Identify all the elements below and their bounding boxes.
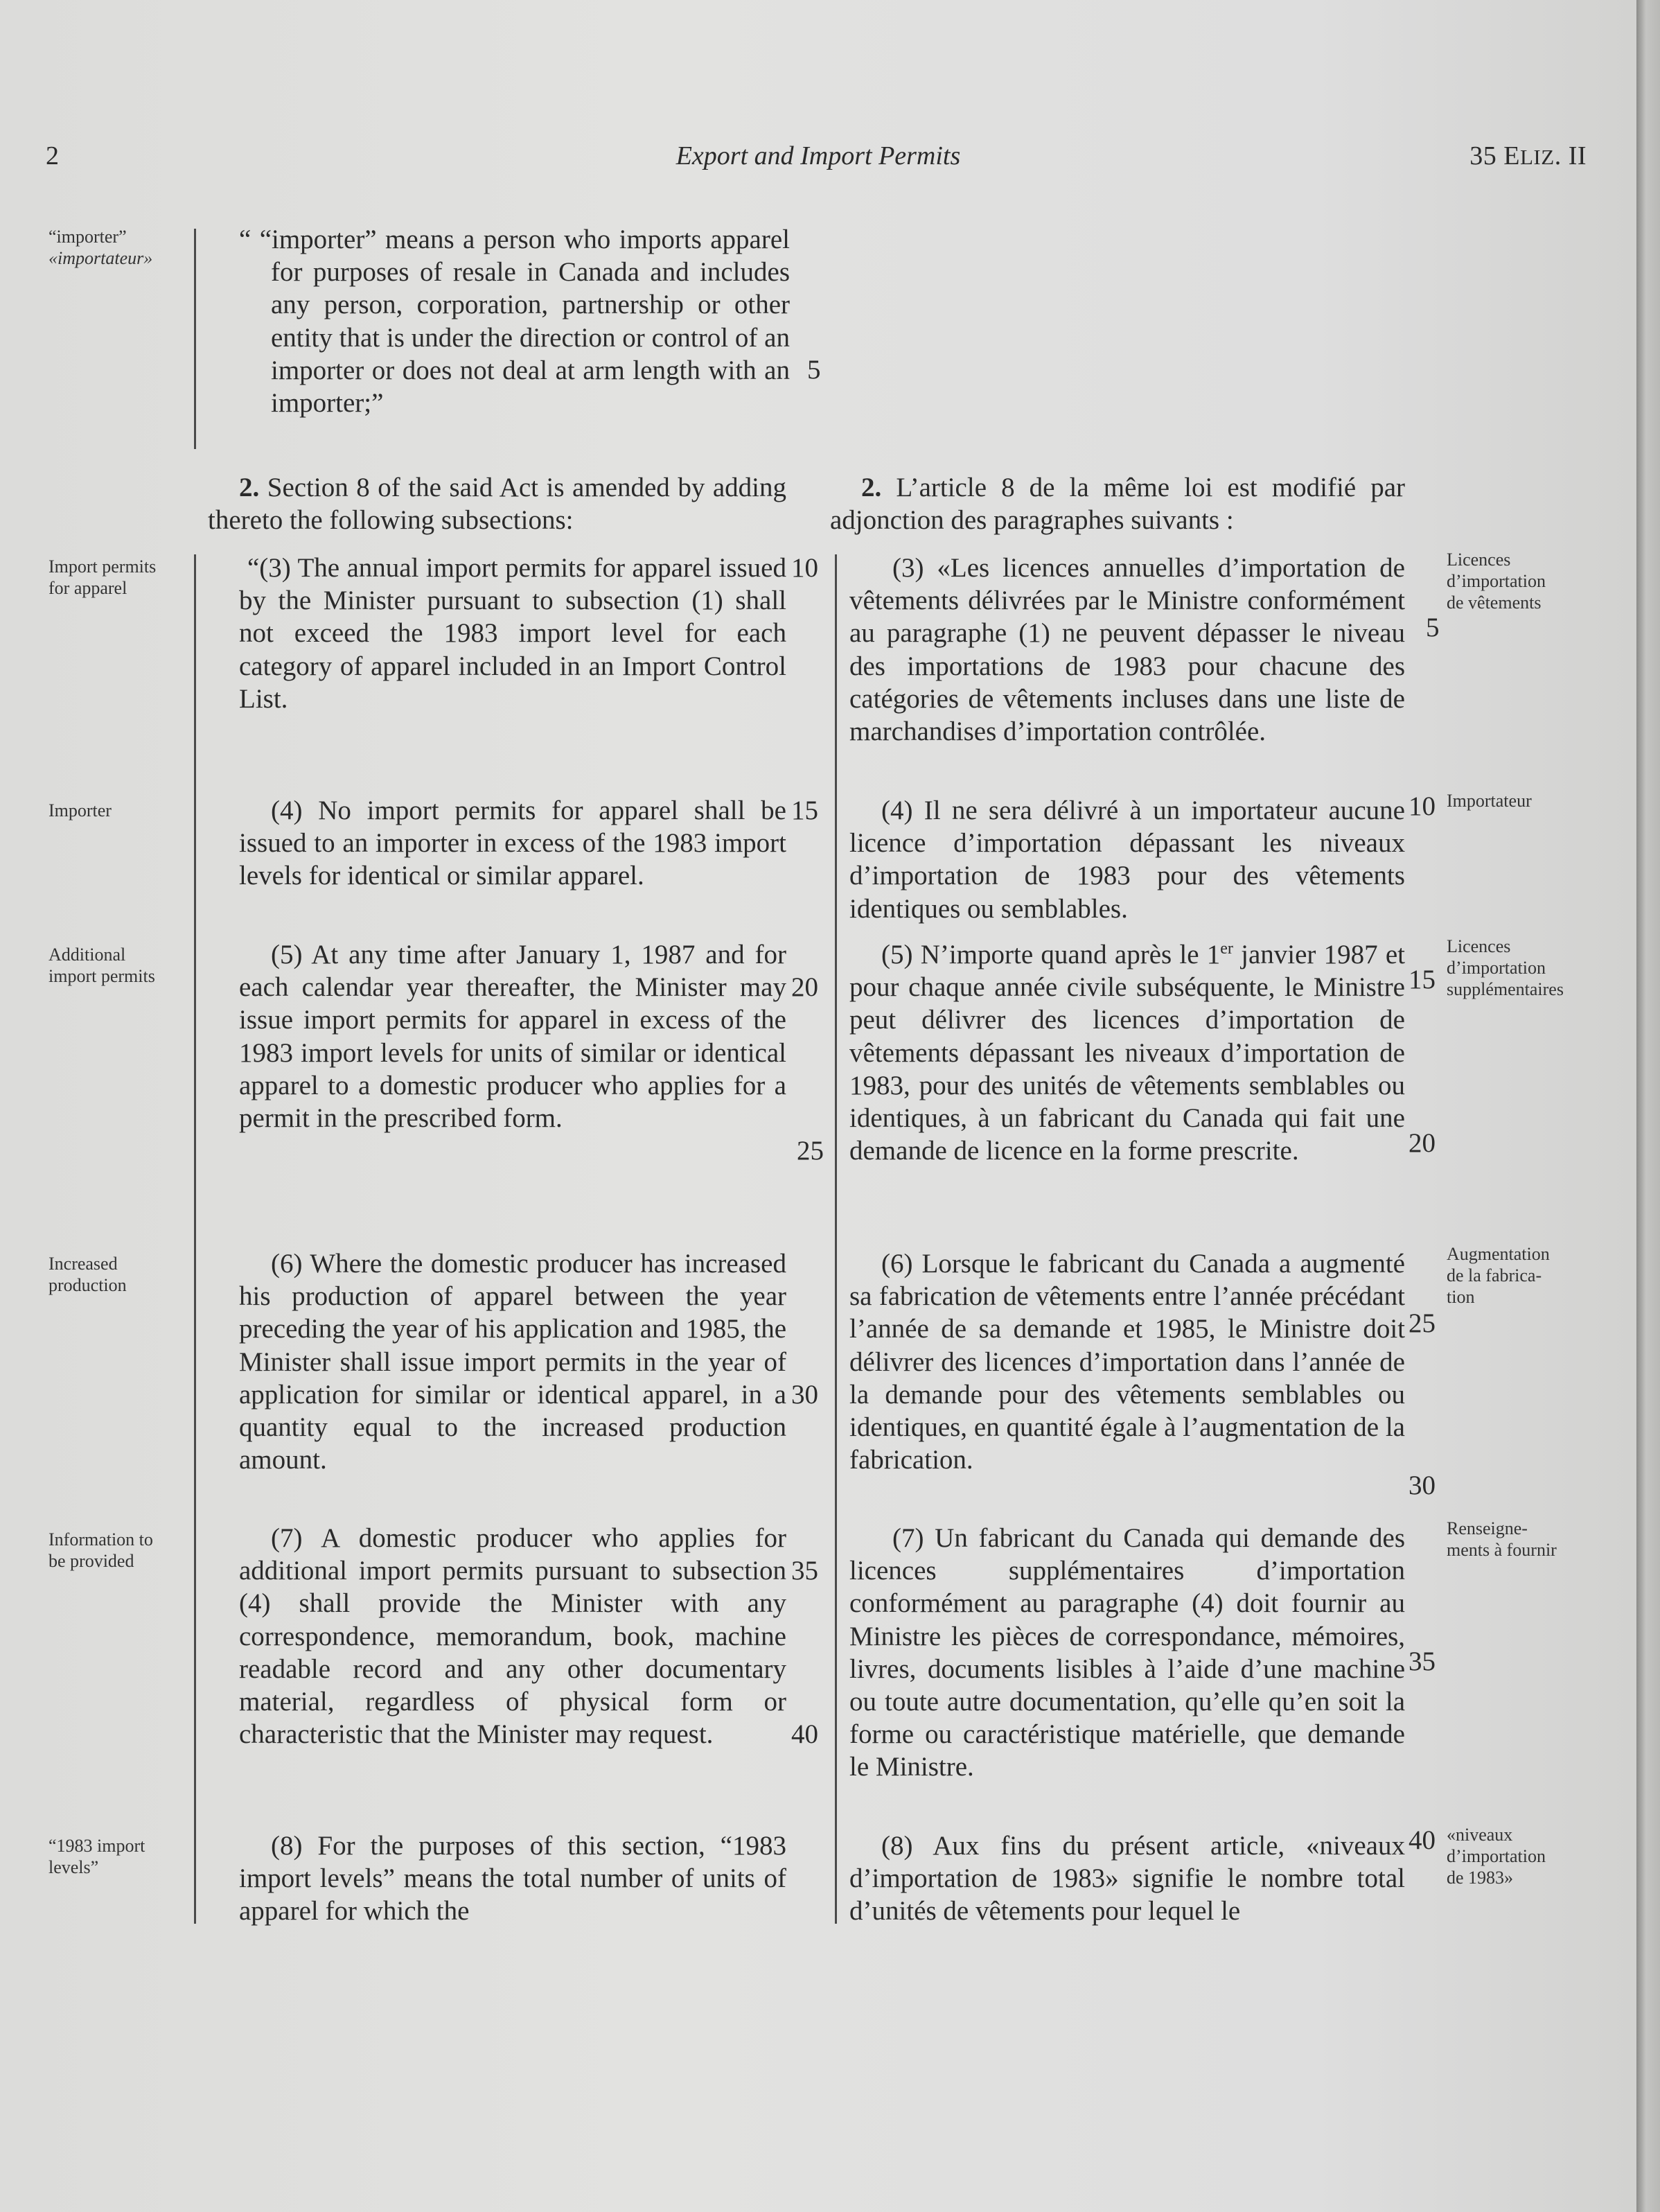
fr-line-number-40: 40: [1409, 1825, 1436, 1855]
margin-note-line: Increased: [48, 1254, 118, 1274]
fr-sub3-text: (3) «Les licences annuelles d’importation de vêtements délivrées par le Ministre conformément au paragraphe (1) ne peuvent dépasser le niveau des importations de 1983 pour chacune des catégories de vêtements incluses dans une liste de marchandises d’importation contrôlée.: [849, 553, 1405, 747]
en-line-number-40: 40: [791, 1719, 818, 1749]
fr-subsection-5: [849, 938, 1405, 1167]
en-subsection-3: [239, 552, 786, 715]
margin-note-licences: [1447, 549, 1606, 613]
margin-note-importateur: [1447, 790, 1606, 811]
margin-note-renseignements: [1447, 1518, 1606, 1561]
page-edge-shadow: [1636, 0, 1660, 2212]
margin-note-line: d’importation: [1447, 1846, 1546, 1866]
en-definition-text: “ “importer” means a person who imports apparel for purposes of resale in Canada and includes any person, corporation, partnership or other entity that is under the direction or control of an importer or does not deal at arm length with an importer;”: [239, 225, 790, 419]
margin-note-line: de la fabrica-: [1447, 1265, 1542, 1285]
fr-subsection-6: [849, 1247, 1405, 1476]
running-title: Export and Import Permits: [676, 141, 961, 170]
fr-sub8-text: (8) Aux fins du présent article, «niveaux d’importation de 1983» signifie le nombre total d’unités de vêtements pour lequel le: [849, 1831, 1405, 1926]
margin-note-line: Renseigne-: [1447, 1518, 1528, 1538]
en-sub7-text: (7) A domestic producer who applies for additional import permits pursuant to subsection (4) shall provide the Minister with any correspondence, memorandum, book, machine readable record and any other documentary material, regardless of physical form or characteristic that the Minister may request.: [239, 1523, 786, 1750]
en-section-number: 2.: [239, 473, 260, 502]
page-number: 2: [46, 141, 59, 170]
en-subsection-6: [239, 1247, 786, 1476]
regnal-prefix: 35 E: [1469, 141, 1520, 170]
en-sub8-text: (8) For the purposes of this section, “1983 import levels” means the total number of units of apparel for which the: [239, 1831, 786, 1926]
margin-note-line: Additional: [48, 945, 126, 965]
left-rule-main: [194, 554, 196, 1924]
margin-note-line: “importer”: [48, 227, 127, 247]
fr-sub5-superscript: er: [1220, 940, 1233, 958]
margin-note-line: levels”: [48, 1857, 99, 1877]
en-subsection-7: [239, 1522, 786, 1750]
en-subsection-5: [239, 938, 786, 1134]
fr-sub5-text-b: janvier 1987 et pour chaque année civile subséquente, le Ministre peut délivrer des licences d’importation de vêtements dépassant les niveaux d’importation de 1983, pour des unités de vêtements semblables ou identiques, à un fabricant du Canada qui fait une demande de licence en la forme prescrite.: [849, 940, 1405, 1166]
en-line-number-30: 30: [791, 1380, 818, 1410]
margin-note-line: Importateur: [1447, 791, 1532, 811]
margin-note-line: Import permits: [48, 556, 157, 577]
en-line-number-35: 35: [791, 1556, 818, 1586]
en-line-number-5: 5: [807, 355, 821, 385]
en-line-number-20: 20: [791, 972, 818, 1002]
margin-note-line: d’importation: [1447, 958, 1546, 978]
fr-line-number-35: 35: [1409, 1647, 1436, 1676]
margin-note-line: Importer: [48, 800, 112, 820]
fr-line-number-15: 15: [1409, 965, 1436, 994]
margin-note-importer-2: [48, 800, 191, 821]
margin-note-line: “1983 import: [48, 1836, 145, 1856]
margin-note-line: de vêtements: [1447, 592, 1542, 613]
fr-subsection-3: [849, 552, 1405, 748]
regnal-year: [1469, 140, 1587, 173]
margin-note-import-permits: [48, 556, 191, 599]
center-rule: [835, 554, 837, 1924]
fr-sub4-text: (4) Il ne sera délivré à un importateur aucune licence d’importation dépassant les niveaux d’importation de 1983 pour des vêtements identiques ou semblables.: [849, 796, 1405, 924]
margin-note-line: «niveaux: [1447, 1825, 1513, 1845]
en-line-number-10: 10: [791, 553, 818, 583]
en-subsection-4: [239, 794, 786, 893]
en-sub6-text: (6) Where the domestic producer has increased his production of apparel between the year preceding the year of his application and 1985, the Minister shall issue import permits in the year of application for similar or identical apparel, in a quantity equal to the increased production amount.: [239, 1249, 786, 1475]
margin-note-line: Information to: [48, 1529, 153, 1550]
en-subsection-8: [239, 1829, 786, 1928]
margin-note-1983-levels: [48, 1835, 191, 1878]
en-sub3-text: “(3) The annual import permits for apparel issued by the Minister pursuant to subsection (1) shall not exceed the 1983 import level for each category of apparel included in an Import Control List.: [239, 553, 786, 714]
fr-line-number-10: 10: [1409, 791, 1436, 821]
fr-sub5-text-a: (5) N’importe quand après le 1: [881, 940, 1221, 969]
margin-note-line: «importateur»: [48, 248, 153, 268]
margin-note-line: Licences: [1447, 550, 1511, 570]
en-section-text: Section 8 of the said Act is amended by adding thereto the following subsections:: [208, 473, 786, 536]
fr-line-number-5: 5: [1426, 613, 1440, 642]
margin-note-line: be provided: [48, 1551, 134, 1571]
fr-subsection-8: [849, 1829, 1405, 1928]
margin-note-line: ments à fournir: [1447, 1540, 1557, 1560]
fr-line-number-25: 25: [1409, 1308, 1436, 1338]
fr-line-number-30: 30: [1409, 1471, 1436, 1500]
en-sub4-text: (4) No import permits for apparel shall be issued to an importer in excess of the 1983 import levels for identical or similar apparel.: [239, 796, 786, 891]
margin-note-line: supplémentaires: [1447, 979, 1564, 999]
en-line-number-25: 25: [797, 1136, 824, 1166]
margin-note-increased: [48, 1253, 191, 1296]
margin-note-line: Licences: [1447, 936, 1511, 956]
en-definition-importer: [239, 223, 790, 419]
en-section-2: [208, 471, 786, 536]
margin-note-augmentation: [1447, 1243, 1606, 1308]
regnal-suffix: . II: [1554, 141, 1587, 170]
fr-section-text: L’article 8 de la même loi est modifié par adjonction des paragraphes suivants :: [830, 473, 1406, 536]
left-rule-definition: [194, 229, 196, 449]
fr-section-number: 2.: [861, 473, 882, 502]
fr-line-number-20: 20: [1409, 1128, 1436, 1158]
margin-note-licences-supp: [1447, 936, 1606, 1000]
margin-note-line: import permits: [48, 966, 155, 986]
en-sub5-text: (5) At any time after January 1, 1987 and for each calendar year thereafter, the Minister may issue import permits for apparel in excess of the 1983 import levels for units of similar or identical apparel to a domestic producer who applies for a permit in the prescribed form.: [239, 940, 786, 1134]
margin-note-line: Augmentation: [1447, 1244, 1550, 1264]
fr-subsection-4: [849, 794, 1405, 925]
fr-section-2: [830, 471, 1405, 536]
margin-note-importer: [48, 226, 191, 269]
margin-note-additional: [48, 944, 191, 987]
fr-sub7-text: (7) Un fabricant du Canada qui demande des licences supplémentaires d’importation conformément au paragraphe (4) doit fournir au Ministre les pièces de correspondance, mémoires, livres, documents lisibles à l’aide d’une machine ou toute autre documentation, qu’elle qu’en soit la forme ou caractéristique matérielle, que demande le Ministre.: [849, 1523, 1405, 1782]
fr-subsection-7: [849, 1522, 1405, 1784]
margin-note-line: production: [48, 1275, 127, 1295]
margin-note-line: for apparel: [48, 578, 127, 598]
margin-note-information: [48, 1529, 191, 1572]
margin-note-niveaux: [1447, 1824, 1606, 1888]
en-line-number-15: 15: [791, 796, 818, 825]
margin-note-line: tion: [1447, 1287, 1475, 1307]
margin-note-line: d’importation: [1447, 571, 1546, 591]
margin-note-line: de 1983»: [1447, 1868, 1514, 1888]
fr-sub6-text: (6) Lorsque le fabricant du Canada a augmenté sa fabrication de vêtements entre l’année précédant l’année de sa demande et 1985, le Ministre doit délivrer des licences d’importation dans l’année de la demande pour des vêtements semblables ou identiques, en quantité égale à l’augmentation de la fabrication.: [849, 1249, 1405, 1475]
regnal-small-caps: LIZ: [1519, 145, 1555, 169]
